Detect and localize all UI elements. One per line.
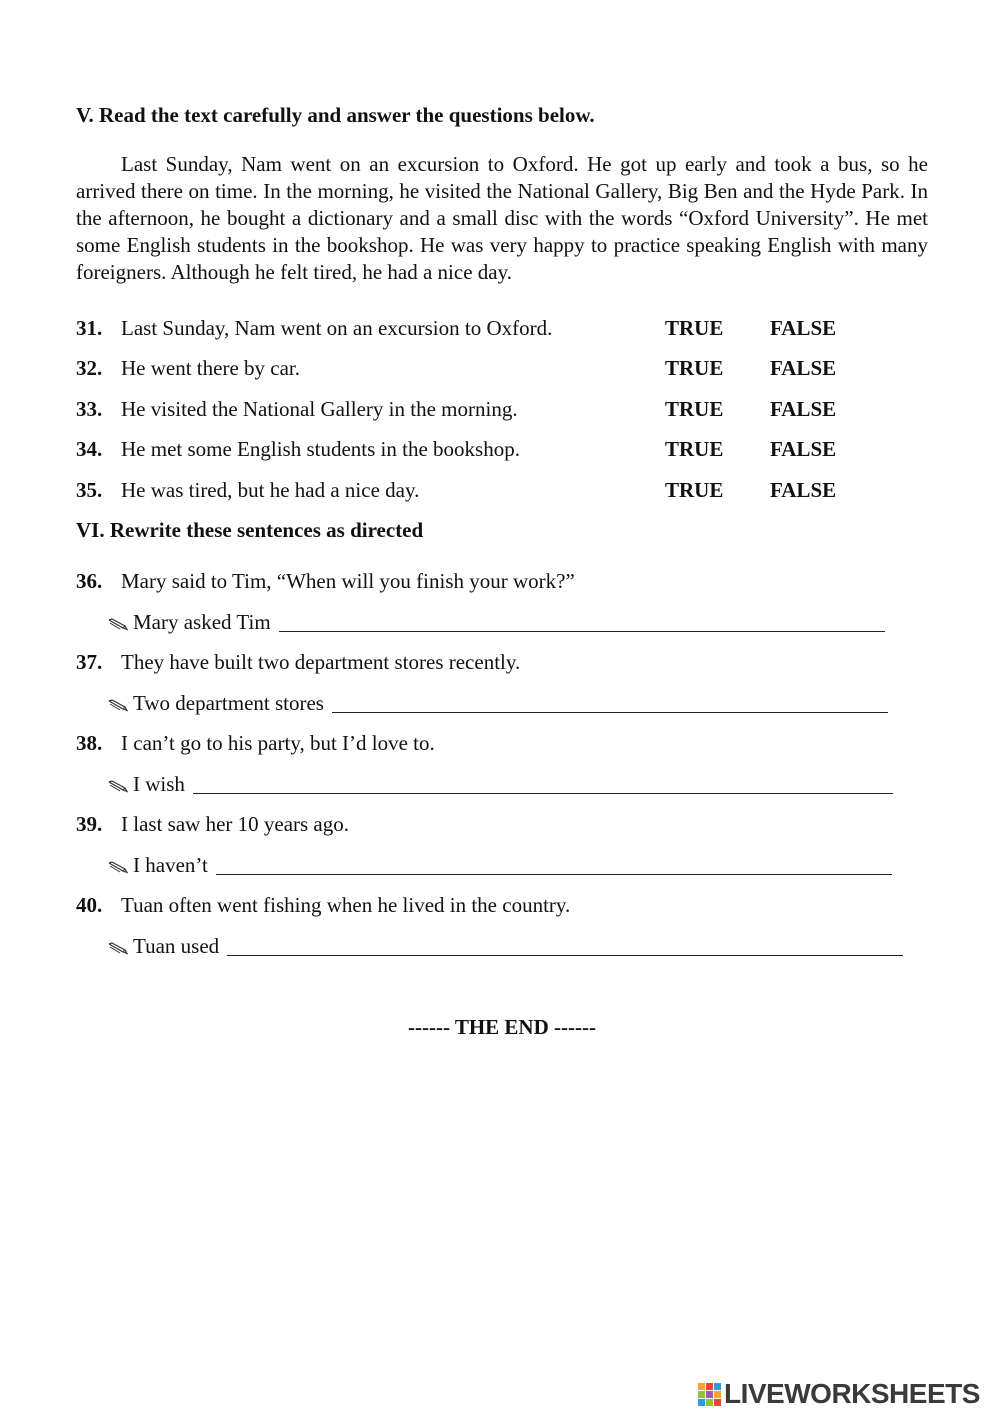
question-number: 31.: [76, 316, 103, 340]
pencil-icon: [107, 617, 129, 631]
question-number: 34.: [76, 437, 103, 461]
question-number: 39.: [76, 812, 103, 836]
true-option[interactable]: TRUE: [665, 316, 724, 340]
question-statement: He visited the National Gallery in the morning.: [121, 397, 518, 421]
answer-prompt: I haven’t: [133, 853, 208, 877]
question-statement: Tuan often went fishing when he lived in the country.: [121, 893, 571, 917]
question-number: 35.: [76, 478, 103, 502]
answer-line-40: [107, 932, 903, 960]
question-statement: Mary said to Tim, “When will you finish your work?”: [121, 569, 575, 593]
false-option[interactable]: FALSE: [770, 397, 837, 421]
answer-line-39: [107, 851, 892, 879]
true-option[interactable]: TRUE: [665, 397, 724, 421]
answer-line-36: [107, 608, 885, 636]
question-statement: I can’t go to his party, but I’d love to.: [121, 731, 435, 755]
answer-blank[interactable]: [193, 793, 893, 794]
liveworksheets-brand: [697, 1379, 980, 1409]
section-vi-title: VI. Rewrite these sentences as directed: [76, 518, 424, 542]
answer-blank[interactable]: [227, 955, 903, 956]
rewrite-item-39: [76, 810, 928, 838]
false-option[interactable]: FALSE: [770, 316, 837, 340]
question-number: 36.: [76, 569, 103, 593]
answer-blank[interactable]: [332, 712, 888, 713]
question-number: 33.: [76, 397, 103, 421]
pencil-icon: [107, 941, 129, 955]
rewrite-item-36: [76, 567, 928, 595]
answer-blank[interactable]: [216, 874, 892, 875]
tf-item-35: [76, 476, 928, 504]
the-end-label: ------ THE END ------: [408, 1015, 596, 1039]
answer-blank[interactable]: [279, 631, 885, 632]
tf-item-31: [76, 314, 928, 342]
worksheet-page: [76, 0, 928, 1413]
pencil-icon: [107, 860, 129, 874]
question-statement: I last saw her 10 years ago.: [121, 812, 350, 836]
question-statement: He was tired, but he had a nice day.: [121, 478, 420, 502]
rewrite-item-40: [76, 891, 928, 919]
false-option[interactable]: FALSE: [770, 356, 837, 380]
answer-prompt: I wish: [133, 772, 185, 796]
question-number: 37.: [76, 650, 103, 674]
pencil-icon: [107, 779, 129, 793]
question-statement: Last Sunday, Nam went on an excursion to Oxford.: [121, 316, 553, 340]
question-number: 38.: [76, 731, 103, 755]
true-option[interactable]: TRUE: [665, 478, 724, 502]
tf-item-34: [76, 435, 928, 463]
tf-item-33: [76, 395, 928, 423]
reading-passage: Last Sunday, Nam went on an excursion to Oxford. He got up early and took a bus, so he arrived there on time. In the morning, he visited the National Gallery, Big Ben and the Hyde Park. In the afternoon, he bought a dictionary and a small disc with the words “Oxford University”. He met some English students in the bookshop. He was very happy to practice speaking English with many foreigners. Although he felt tired, he had a nice day.: [76, 152, 928, 284]
false-option[interactable]: FALSE: [770, 437, 837, 461]
question-number: 40.: [76, 893, 103, 917]
rewrite-item-38: [76, 729, 928, 757]
false-option[interactable]: FALSE: [770, 478, 837, 502]
true-option[interactable]: TRUE: [665, 356, 724, 380]
answer-line-38: [107, 770, 893, 798]
pencil-icon: [107, 698, 129, 712]
tf-item-32: [76, 354, 928, 382]
rewrite-item-37: [76, 648, 928, 676]
answer-prompt: Mary asked Tim: [133, 610, 271, 634]
answer-prompt: Two department stores: [133, 691, 324, 715]
liveworksheets-wordmark: LIVEWORKSHEETS: [724, 1378, 980, 1409]
true-option[interactable]: TRUE: [665, 437, 724, 461]
question-statement: They have built two department stores recently.: [121, 650, 521, 674]
answer-line-37: [107, 689, 888, 717]
section-v-title: V. Read the text carefully and answer the questions below.: [76, 103, 595, 127]
question-statement: He went there by car.: [121, 356, 301, 380]
question-statement: He met some English students in the bookshop.: [121, 437, 520, 461]
answer-prompt: Tuan used: [133, 934, 220, 958]
question-number: 32.: [76, 356, 103, 380]
liveworksheets-logo-icon: [697, 1381, 723, 1407]
